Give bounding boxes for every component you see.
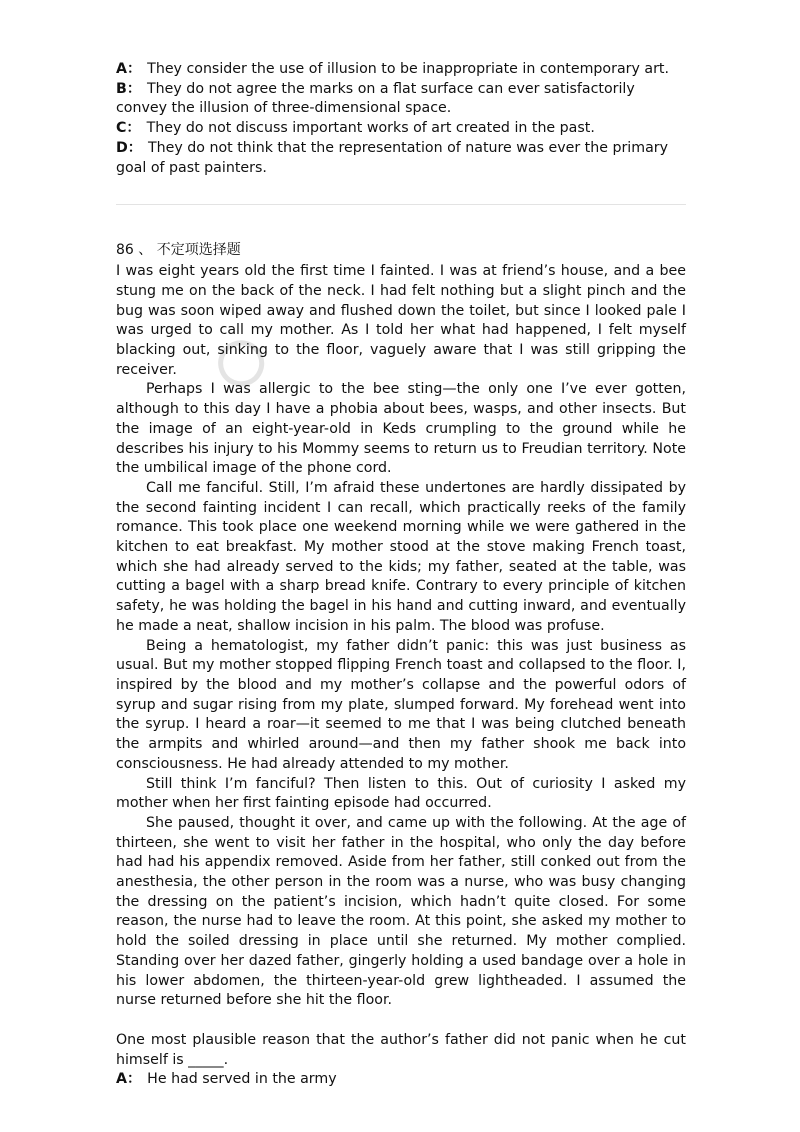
- previous-question-options: [116, 60, 686, 178]
- option-a[interactable]: A： He had served in the army: [116, 1071, 337, 1088]
- reading-passage: [116, 262, 686, 1011]
- passage-paragraph: Still think I’m fanciful? Then listen to this. Out of curiosity I asked my mother when her first fainting episode had occurred.: [116, 775, 686, 812]
- option-b[interactable]: B： They do not agree the marks on a flat surface can ever satisfactorily convey the illusion of three-dimensional space.: [116, 80, 635, 117]
- question-header: [116, 239, 686, 259]
- passage-paragraph: Perhaps I was allergic to the bee sting—the only one I’ve ever gotten, although to this day I have a phobia about bees, wasps, and other insects. But the image of an eight-year-old in Keds crumpling to the ground while he describes his injury to his Mommy seems to return us to Freudian territory. Note the umbilical image of the phone cord.: [116, 381, 686, 477]
- question-type: 不定项选择题: [156, 242, 241, 259]
- option-d[interactable]: D： They do not think that the representation of nature was ever the primary goal of past painters.: [116, 139, 668, 176]
- option-a[interactable]: A： They consider the use of illusion to be inappropriate in contemporary art.: [116, 61, 669, 77]
- question-number: 86 、: [116, 242, 153, 259]
- passage-paragraph: Call me fanciful. Still, I’m afraid these undertones are hardly dissipated by the second fainting incident I can recall, which practically reeks of the family romance. This took place one weekend morning while we were gathered in the kitchen to eat breakfast. My mother stood at the stove making French toast, which she had already served to the kids; my father, seated at the table, was cutting a bagel with a sharp bread knife. Contrary to every principle of kitchen safety, he was holding the bagel in his hand and cutting inward, and eventually he made a neat, shallow incision in his palm. The blood was profuse.: [116, 479, 686, 634]
- passage-paragraph: She paused, thought it over, and came up with the following. At the age of thirteen, she went to visit her father in the hospital, who only the day before had had his appendix removed. Aside from her father, still conked out from the anesthesia, the other person in the room was a nurse, who was busy changing the dressing on the patient’s incision, which hadn’t quite closed. For some reason, the nurse had to leave the room. At this point, she asked my mother to hold the soiled dressing in place until she returned. My mother complied. Standing over her dazed father, gingerly holding a used bandage over a hole in his lower abdomen, the thirteen-year-old grew lightheaded. I assumed the nurse returned before she hit the floor.: [116, 814, 686, 1009]
- passage-paragraph: Being a hematologist, my father didn’t panic: this was just business as usual. But my mother stopped flipping French toast and collapsed to the floor. I, inspired by the blood and my mother’s collapse and the powerful odors of syrup and sugar rising from my plate, slumped forward. My forehead went into the syrup. I heard a roar—it seemed to me that I was being clutched beneath the armpits and whirled around—and then my father shook me back into consciousness. He had already attended to my mother.: [116, 637, 686, 772]
- question-stem: One most plausible reason that the author’s father did not panic when he cut himself is _____.: [116, 1031, 686, 1068]
- question-divider: [116, 204, 686, 205]
- passage-paragraph: I was eight years old the first time I fainted. I was at friend’s house, and a bee stung me on the back of the neck. I had felt nothing but a slight pinch and the bug was soon wiped away and flushed down the toilet, but since I looked pale I was urged to call my mother. As I told her what had happened, I felt myself blacking out, sinking to the floor, vaguely aware that I was still gripping the receiver.: [116, 263, 686, 378]
- option-c[interactable]: C： They do not discuss important works of art created in the past.: [116, 120, 595, 137]
- exam-page: [116, 60, 686, 1090]
